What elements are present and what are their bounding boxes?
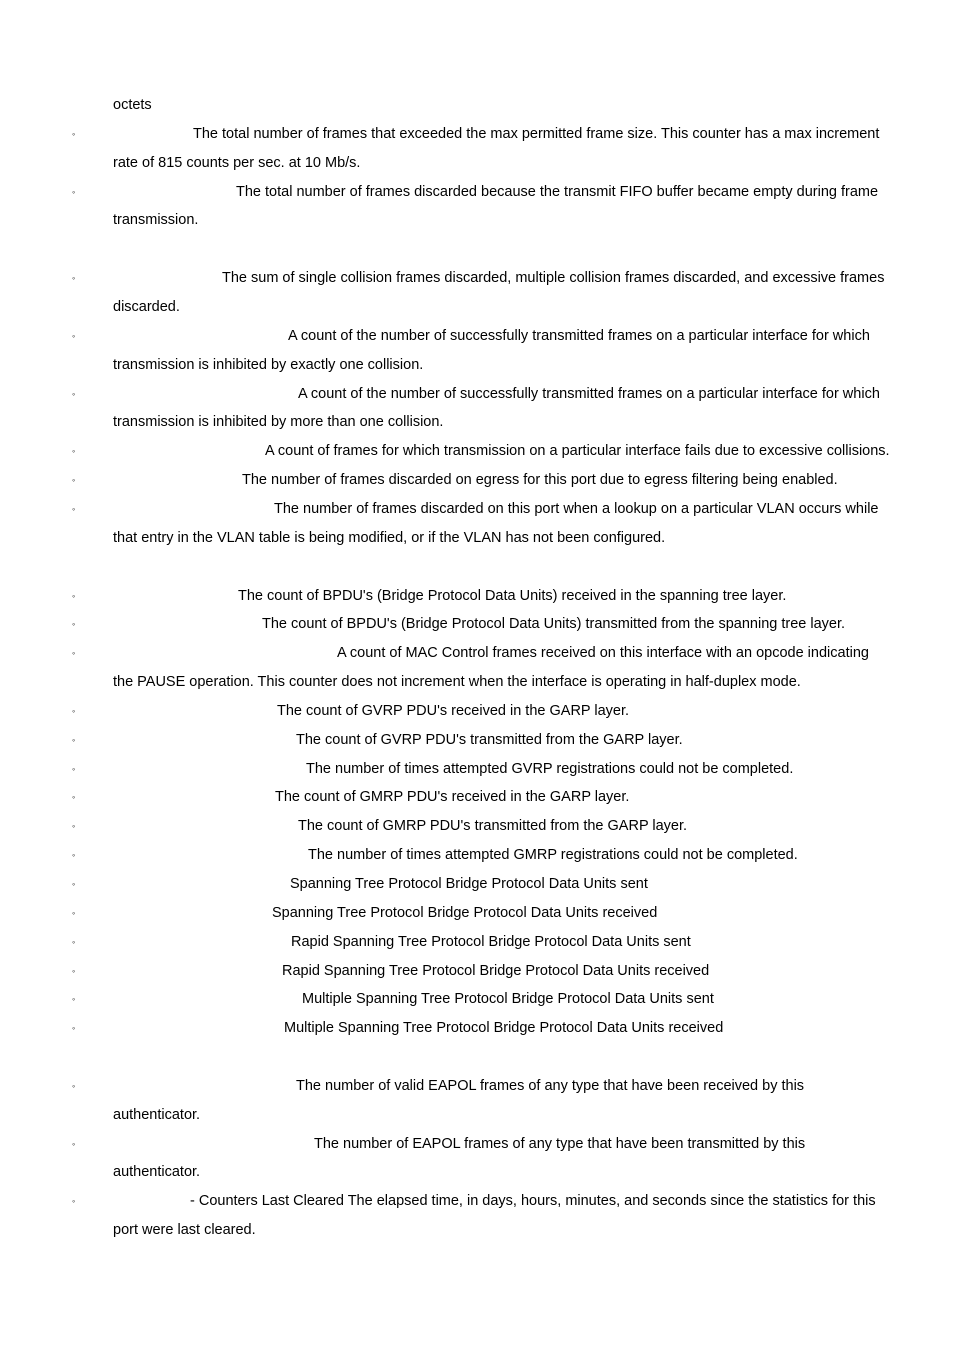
item-text-continued: authenticator. [113,1164,201,1180]
bullet-marker: ◦ [72,994,76,1004]
item-text: The count of GMRP PDU's received in the GARP layer. [275,789,630,805]
bullet-marker: ◦ [72,706,76,716]
item-text: The count of BPDU's (Bridge Protocol Data Units) transmitted from the spanning tree layer. [262,616,846,632]
item-text: The number of times attempted GVRP registrations could not be completed. [306,761,794,777]
bullet-marker: ◦ [72,648,76,658]
continuation-text: octets [113,97,152,113]
bullet-marker: ◦ [72,619,76,629]
bullet-marker: ◦ [72,908,76,918]
bullet-marker: ◦ [72,504,76,514]
item-text: The count of GVRP PDU's transmitted from the GARP layer. [296,732,683,748]
item-text: The count of GMRP PDU's transmitted from the GARP layer. [298,818,688,834]
item-text: The total number of frames discarded because the transmit FIFO buffer became empty during frame [236,184,879,200]
bullet-marker: ◦ [72,764,76,774]
bullet-marker: ◦ [72,937,76,947]
item-text: The number of times attempted GMRP registrations could not be completed. [308,847,798,863]
item-text: - Counters Last Cleared The elapsed time, in days, hours, minutes, and seconds since the statistics for this [190,1193,876,1209]
bullet-marker: ◦ [72,331,76,341]
item-text: The number of frames discarded on egress for this port due to egress filtering being enabled. [242,472,838,488]
item-text: A count of the number of successfully transmitted frames on a particular interface for which [298,386,880,402]
bullet-marker: ◦ [72,966,76,976]
bullet-marker: ◦ [72,1023,76,1033]
bullet-marker: ◦ [72,1139,76,1149]
item-text-continued: that entry in the VLAN table is being modified, or if the VLAN has not been configured. [113,530,666,546]
item-text-continued: transmission is inhibited by exactly one collision. [113,357,424,373]
bullet-marker: ◦ [72,1196,76,1206]
item-text: Rapid Spanning Tree Protocol Bridge Protocol Data Units received [282,963,710,979]
item-text-continued: port were last cleared. [113,1222,256,1238]
bullet-marker: ◦ [72,879,76,889]
bullet-marker: ◦ [72,273,76,283]
bullet-marker: ◦ [72,129,76,139]
item-text: The count of GVRP PDU's received in the GARP layer. [277,703,630,719]
bullet-marker: ◦ [72,735,76,745]
item-text: The number of EAPOL frames of any type that have been transmitted by this [314,1136,806,1152]
bullet-marker: ◦ [72,591,76,601]
item-text-continued: transmission. [113,212,199,228]
bullet-marker: ◦ [72,475,76,485]
item-text: Multiple Spanning Tree Protocol Bridge Protocol Data Units sent [302,991,714,1007]
bullet-marker: ◦ [72,446,76,456]
bullet-marker: ◦ [72,389,76,399]
item-text-continued: discarded. [113,299,180,315]
bullet-marker: ◦ [72,187,76,197]
bullet-marker: ◦ [72,821,76,831]
item-text: Spanning Tree Protocol Bridge Protocol Data Units received [272,905,658,921]
bullet-marker: ◦ [72,1081,76,1091]
item-text-continued: transmission is inhibited by more than one collision. [113,414,444,430]
bullet-marker: ◦ [72,792,76,802]
item-text: The total number of frames that exceeded the max permitted frame size. This counter has a max increment [193,126,880,142]
item-text: The count of BPDU's (Bridge Protocol Data Units) received in the spanning tree layer. [238,588,787,604]
item-text-continued: the PAUSE operation. This counter does not increment when the interface is operating in half-duplex mode. [113,674,801,690]
item-text: A count of the number of successfully transmitted frames on a particular interface for which [288,328,870,344]
item-text: A count of frames for which transmission on a particular interface fails due to excessive collisions. [265,443,890,459]
item-text: The sum of single collision frames discarded, multiple collision frames discarded, and excessive frames [222,270,885,286]
item-text: The number of valid EAPOL frames of any type that have been received by this [296,1078,805,1094]
item-text: Spanning Tree Protocol Bridge Protocol Data Units sent [290,876,648,892]
item-text: A count of MAC Control frames received on this interface with an opcode indicating [337,645,869,661]
item-text: Multiple Spanning Tree Protocol Bridge Protocol Data Units received [284,1020,724,1036]
item-text: The number of frames discarded on this port when a lookup on a particular VLAN occurs while [274,501,879,517]
bullet-marker: ◦ [72,850,76,860]
item-text-continued: rate of 815 counts per sec. at 10 Mb/s. [113,155,361,171]
item-text-continued: authenticator. [113,1107,201,1123]
item-text: Rapid Spanning Tree Protocol Bridge Protocol Data Units sent [291,934,691,950]
